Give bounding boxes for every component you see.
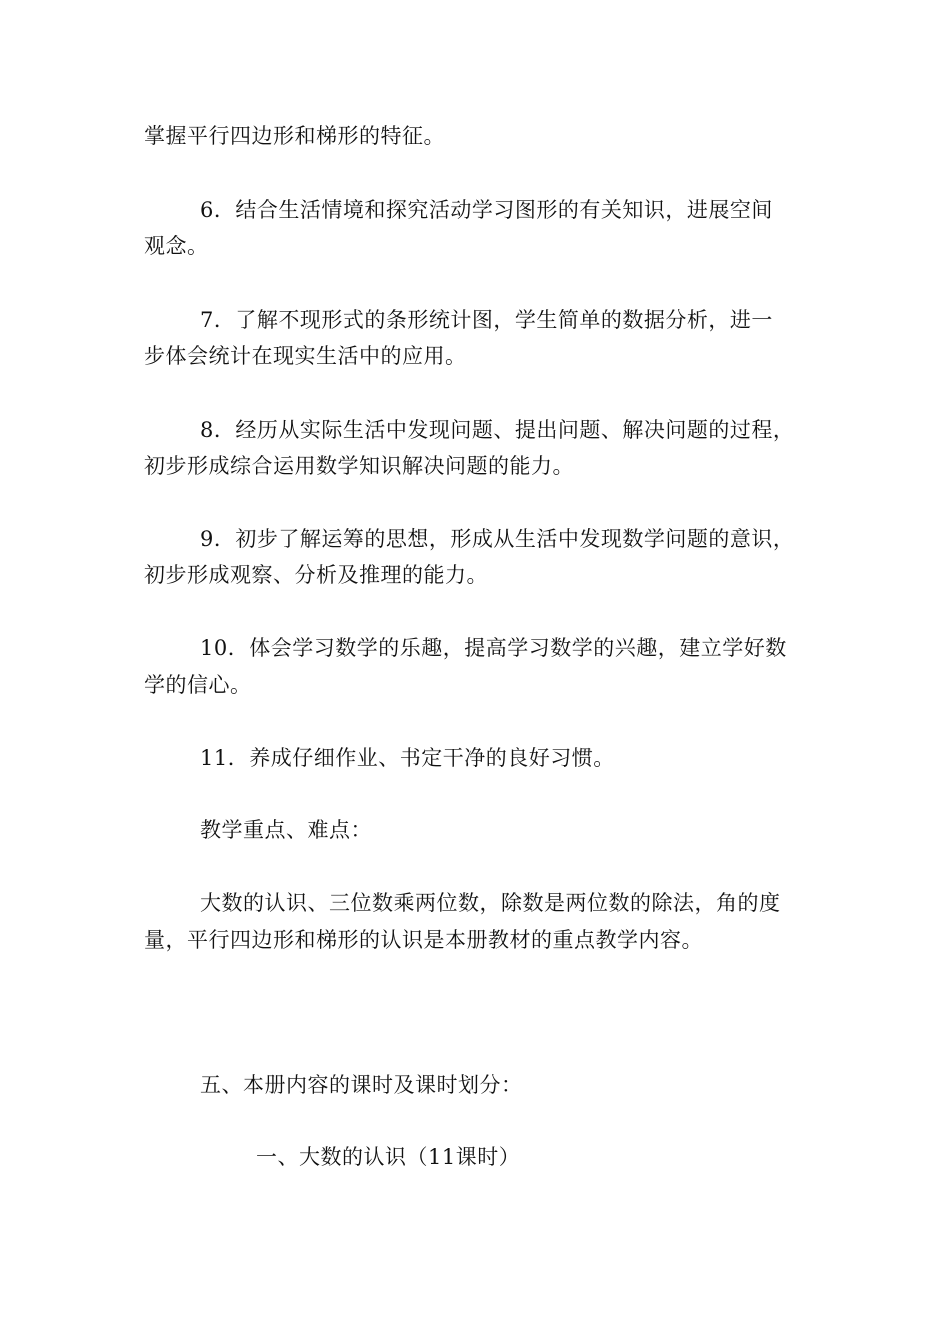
paragraph-line: 初步形成综合运用数学知识解决问题的能力。 bbox=[144, 454, 574, 478]
paragraph-line: 大数的认识、三位数乘两位数，除数是两位数的除法，角的度 bbox=[200, 891, 781, 915]
section-heading: 教学重点、难点： bbox=[200, 818, 372, 842]
paragraph-line: 掌握平行四边形和梯形的特征。 bbox=[144, 124, 445, 148]
paragraph-line: 7．了解不现形式的条形统计图，学生简单的数据分析，进一 bbox=[200, 308, 773, 332]
paragraph-line: 10．体会学习数学的乐趣，提高学习数学的兴趣，建立学好数 bbox=[200, 636, 787, 660]
paragraph-line: 8．经历从实际生活中发现问题、提出问题、解决问题的过程， bbox=[200, 418, 795, 442]
paragraph-line: 量，平行四边形和梯形的认识是本册教材的重点教学内容。 bbox=[144, 928, 703, 952]
paragraph-line: 9．初步了解运筹的思想，形成从生活中发现数学问题的意识， bbox=[200, 527, 795, 551]
paragraph-line: 学的信心。 bbox=[144, 673, 252, 697]
paragraph-line: 6．结合生活情境和探究活动学习图形的有关知识，进展空间 bbox=[200, 198, 773, 222]
paragraph-line: 初步形成观察、分析及推理的能力。 bbox=[144, 563, 488, 587]
subsection-heading: 一、大数的认识（11课时） bbox=[256, 1145, 521, 1169]
paragraph-line: 11．养成仔细作业、书定干净的良好习惯。 bbox=[200, 746, 615, 770]
section-heading: 五、本册内容的课时及课时划分： bbox=[200, 1073, 523, 1097]
paragraph-line: 观念。 bbox=[144, 234, 209, 258]
paragraph-line: 步体会统计在现实生活中的应用。 bbox=[144, 344, 467, 368]
